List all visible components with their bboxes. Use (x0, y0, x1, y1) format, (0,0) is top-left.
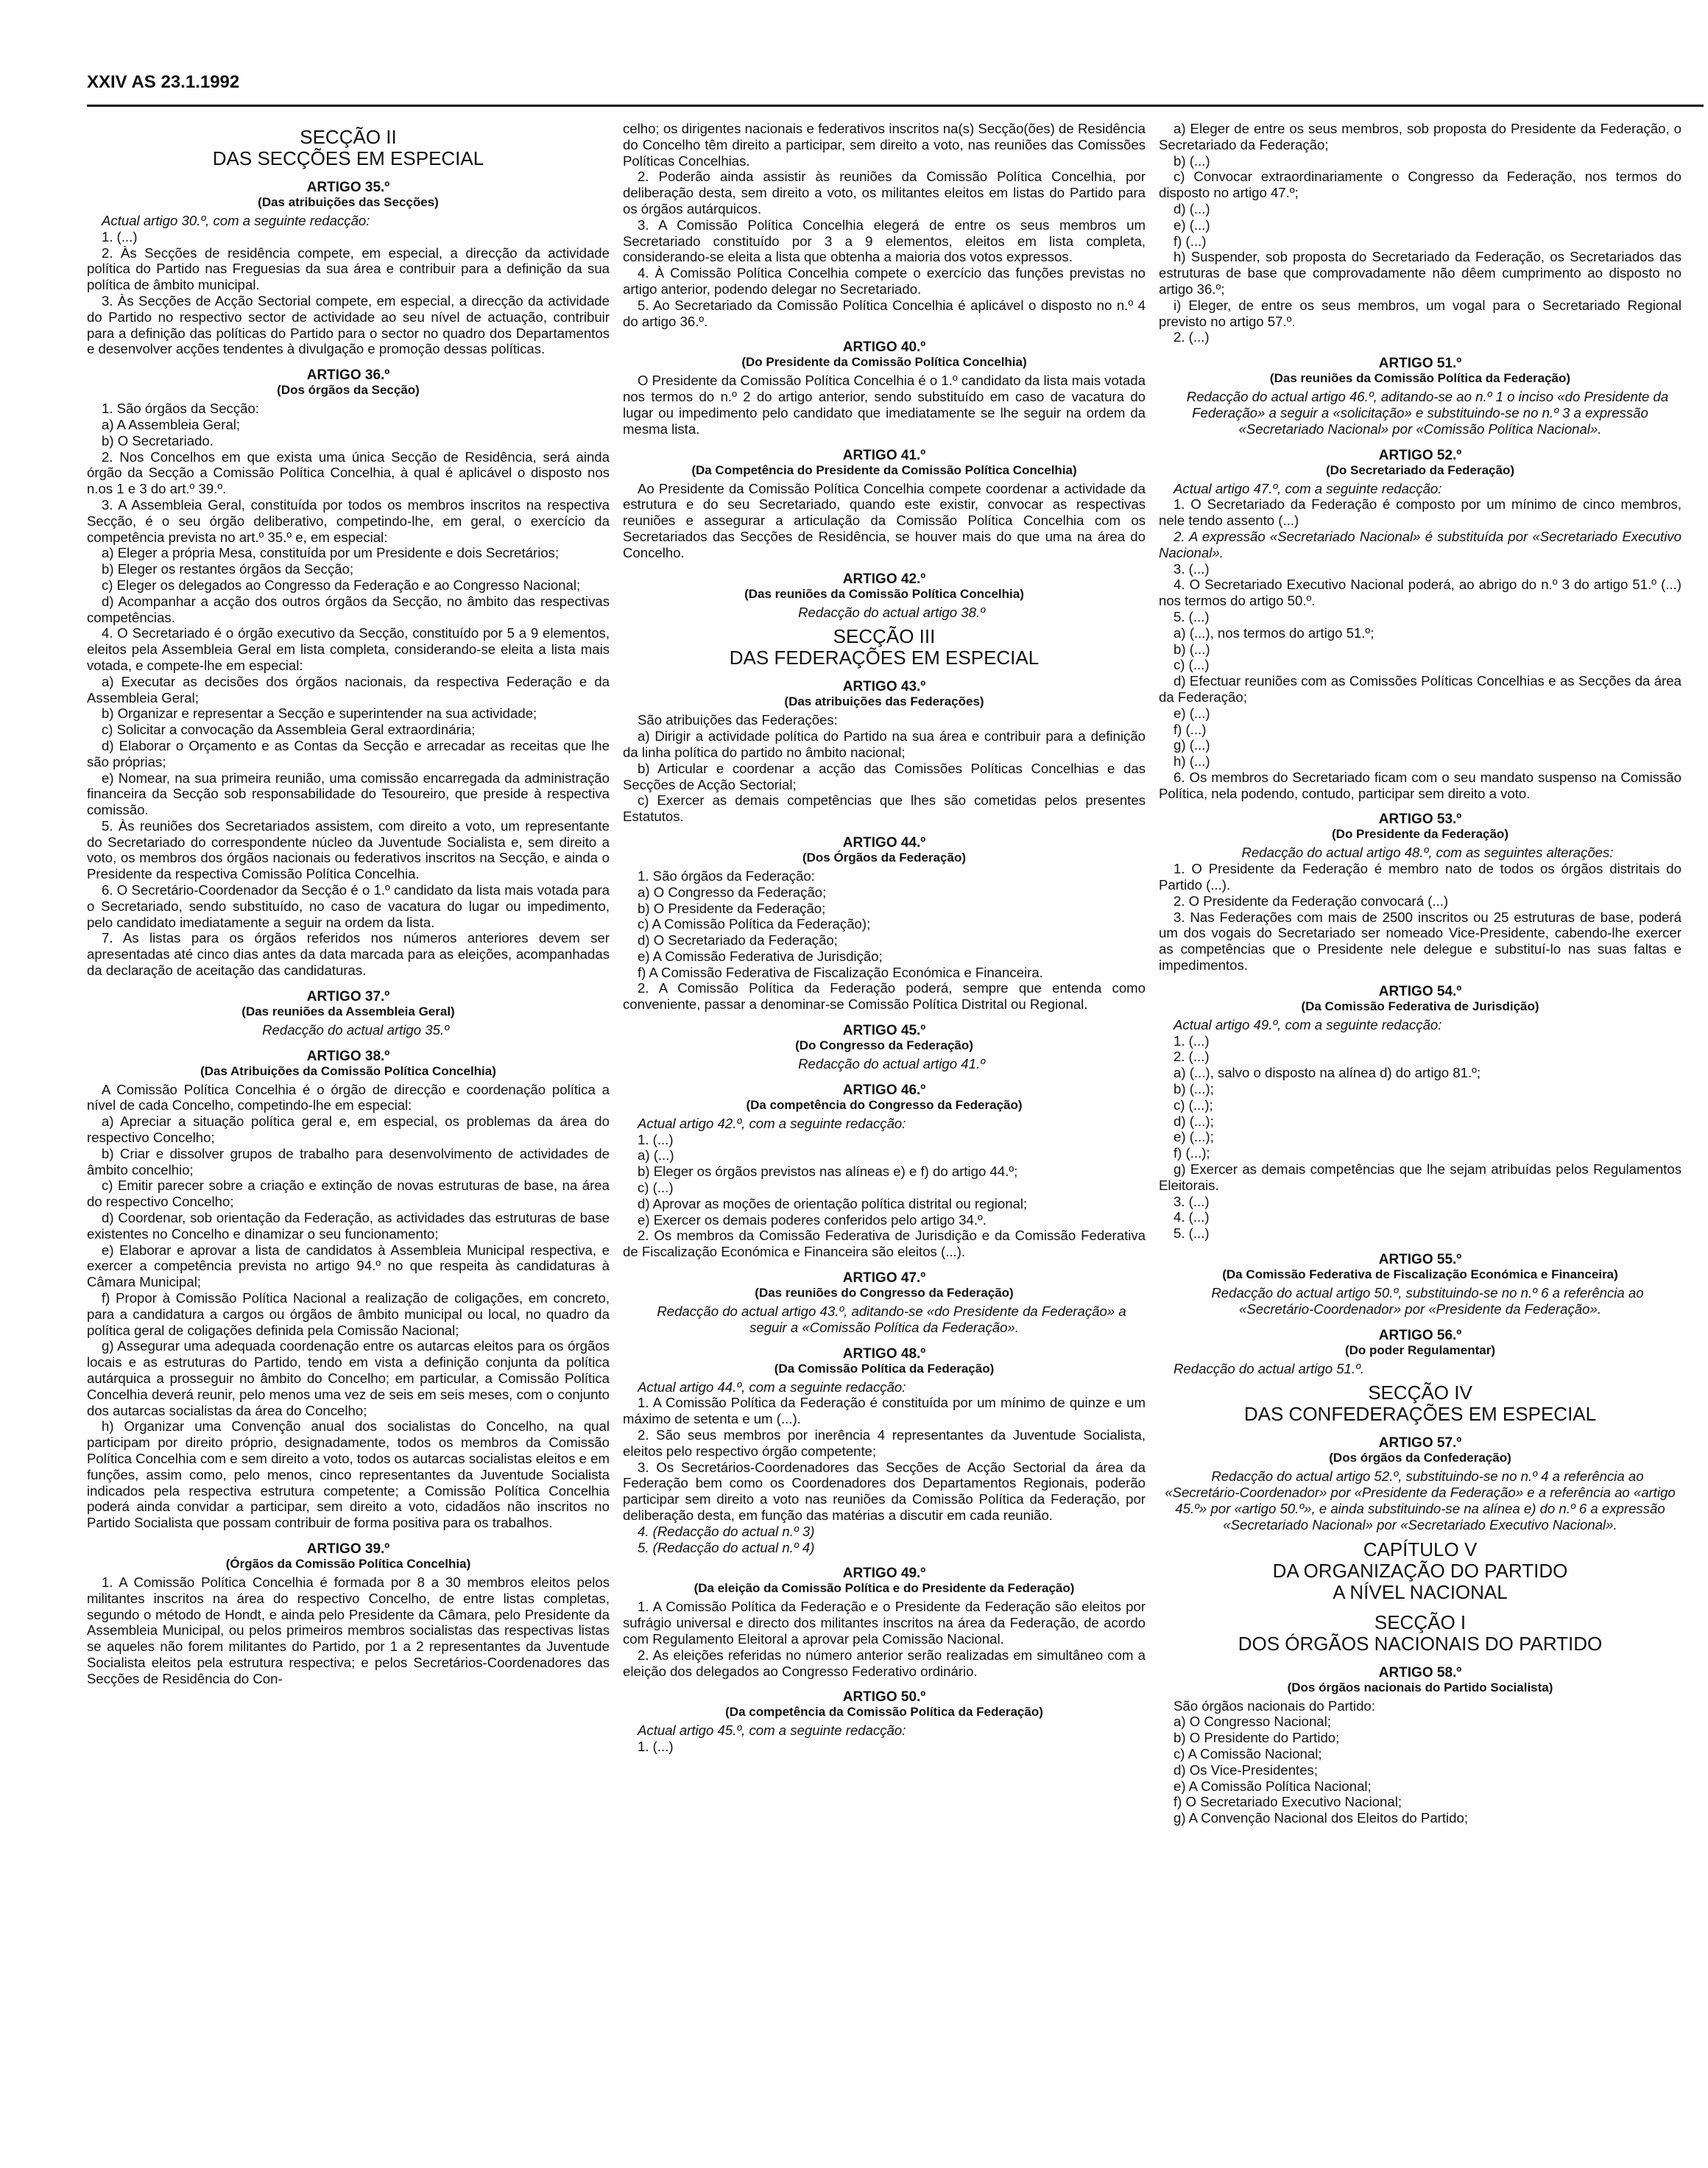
column-3 (1159, 121, 1681, 1826)
paragraph: São órgãos nacionais do Partido: (1174, 1697, 1375, 1714)
paragraph: e) A Comissão Federativa de Jurisdição; (638, 948, 883, 964)
article-heading: ARTIGO 35.º (306, 180, 390, 195)
paragraph: 1. A Comissão Política da Federação e o Presidente da Federação são eleitos por sufrágio universal e directo dos militantes inscritos na área da Federação, de acordo com Regulamento Eleitoral a aprovar pela Comissão Nacional. (623, 1599, 1146, 1647)
article-subtitle: (Das reuniões da Comissão Política da Federação) (1269, 371, 1571, 386)
paragraph: 3. Os Secretários-Coordenadores das Secções de Acção Sectorial da área da Federação bem como os Coordenadores dos Departamentos Regionais, poderão participar sem direito a voto nas reuniões da Comissão Política da Federação, por deliberação desta, em função das matérias a discutir em cada reunião. (623, 1459, 1146, 1524)
paragraph: f) A Comissão Federativa de Fiscalização Económica e Financeira. (638, 964, 1043, 980)
article-heading: ARTIGO 40.º (842, 339, 926, 356)
paragraph: c) A Comissão Política da Federação); (638, 916, 871, 932)
article-subtitle: (Do Congresso da Federação) (795, 1038, 973, 1053)
article-subtitle: (Das reuniões do Congresso da Federação) (755, 1286, 1014, 1301)
paragraph: 3. (...) (1174, 1193, 1210, 1209)
section-heading-line: DOS ÓRGÃOS NACIONAIS DO PARTIDO (1238, 1632, 1603, 1655)
article-subtitle: (Do Presidente da Federação) (1332, 827, 1508, 842)
paragraph: a) Eleger a própria Mesa, constituída por um Presidente e dois Secretários; (102, 545, 560, 561)
section-heading-line: CAPÍTULO V (1363, 1538, 1478, 1560)
paragraph: f) (...) (1174, 233, 1207, 249)
article-heading: ARTIGO 36.º (306, 367, 390, 384)
paragraph: e) (...) (1174, 705, 1210, 721)
paragraph: 5. Ao Secretariado da Comissão Política Concelhia é aplicável o disposto no n.º 4 do artigo 36.º. (623, 297, 1146, 329)
article-heading: ARTIGO 46.º (842, 1082, 926, 1098)
paragraph: 1. A Comissão Política da Federação é constituída por um mínimo de quinze e um máximo de setenta e um (...). (623, 1395, 1146, 1427)
paragraph: a) Executar as decisões dos órgãos nacionais, da respectiva Federação e da Assembleia Geral; (87, 673, 610, 705)
paragraph: d) Efectuar reuniões com as Comissões Políticas Concelhias e as Secções da área da Federação; (1159, 673, 1681, 705)
paragraph: d) (...) (1174, 200, 1210, 217)
article-subtitle: (Da Comissão Política da Federação) (774, 1361, 995, 1376)
article-heading: ARTIGO 45.º (842, 1023, 926, 1039)
paragraph: a) (...), salvo o disposto na alínea d) do artigo 81.º; (1174, 1065, 1481, 1081)
article-heading: ARTIGO 37.º (306, 988, 390, 1004)
article-subtitle: (Dos órgãos da Confederação) (1329, 1451, 1511, 1465)
paragraph: Ao Presidente da Comissão Política Concelhia compete coordenar a actividade da estrutura e do seu Secretariado, quando este existir, convocar as respectivas reuniões e assegurar a articulação da Comissão Política Concelhia com os Secretariados das Secções de Residência, se houver mais do que uma na área do Concelho. (623, 480, 1146, 560)
section-heading-line: A NÍVEL NACIONAL (1333, 1580, 1508, 1603)
paragraph: d) (...); (1174, 1113, 1214, 1129)
paragraph: d) Acompanhar a acção dos outros órgãos da Secção, no âmbito das respectivas competências. (87, 593, 610, 625)
paragraph: e) A Comissão Política Nacional; (1174, 1778, 1372, 1794)
article-subtitle: (Da Comissão Federativa de Fiscalização Económica e Financeira) (1222, 1267, 1618, 1282)
article-subtitle: (Do Secretariado da Federação) (1325, 462, 1515, 477)
article-heading: ARTIGO 50.º (842, 1689, 926, 1706)
paragraph: c) Emitir parecer sobre a criação e extinção de novas estruturas de base, na área do respectivo Concelho; (87, 1178, 610, 1210)
paragraph: a) Eleger de entre os seus membros, sob proposta do Presidente da Federação, o Secretariado da Federação; (1159, 121, 1681, 152)
section-heading (87, 127, 610, 169)
section-heading (623, 626, 1146, 669)
article-subtitle: (Da eleição da Comissão Política e do Presidente da Federação) (694, 1581, 1075, 1596)
paragraph: e) (...); (1174, 1129, 1214, 1145)
paragraph: 2. São seus membros por inerência 4 representantes da Juventude Socialista, eleitos pelo respectivo órgão competente; (623, 1427, 1146, 1459)
paragraph: c) Exercer as demais competências que lhes são cometidas pelos presentes Estatutos. (623, 792, 1146, 825)
italic-note: 4. (Redacção do actual n.º 3) (638, 1523, 815, 1539)
article-subtitle: (Das atribuições das Secções) (258, 195, 439, 209)
paragraph: g) (...) (1174, 737, 1210, 753)
article-heading: ARTIGO 47.º (842, 1270, 926, 1287)
paragraph: 1. (...) (1174, 1032, 1210, 1049)
paragraph: 4. O Secretariado Executivo Nacional poderá, ao abrigo do n.º 3 do artigo 51.º (...) nos termos do artigo 50.º. (1159, 577, 1681, 609)
article-subtitle: (Da competência da Comissão Política da Federação) (725, 1705, 1043, 1720)
paragraph: 7. As listas para os órgãos referidos nos números anteriores devem ser apresentadas até cinco dias antes da data marcada para as eleições, acompanhadas da declaração de aceitação das candidaturas. (87, 930, 610, 979)
paragraph: 2. O Presidente da Federação convocará (...) (1174, 893, 1449, 909)
article-heading: ARTIGO 41.º (842, 447, 926, 463)
column-2 (623, 121, 1146, 1755)
paragraph: 5. (...) (1174, 608, 1210, 624)
section-heading (1159, 1539, 1681, 1603)
paragraph: b) (...) (1174, 152, 1210, 169)
paragraph: 3. A Comissão Política Concelhia elegerá de entre os seus membros um Secretariado constituído por 3 a 9 elementos, eleitos em lista completa, considerando-se eleita a lista que obtenha a maioria dos votos expressos. (623, 217, 1146, 265)
article-subtitle: (Órgãos da Comissão Política Concelhia) (225, 1556, 471, 1571)
italic-note: Redacção do actual artigo 35.º (262, 1021, 449, 1038)
article-subtitle: (Das atribuições das Federações) (784, 694, 984, 709)
italic-note: 5. (Redacção do actual n.º 4) (638, 1539, 815, 1555)
paragraph: 1. (...) (102, 228, 138, 244)
italic-note: Actual artigo 47.º, com a seguinte redacção: (1174, 480, 1442, 496)
paragraph: a) (...) (638, 1147, 674, 1164)
paragraph: a) Apreciar a situação política geral e, em especial, os problemas da área do respectivo Concelho; (87, 1113, 610, 1146)
article-subtitle: (Da Competência do Presidente da Comissão Política Concelhia) (691, 462, 1077, 477)
article-subtitle: (Da competência do Congresso da Federação) (746, 1097, 1023, 1112)
section-heading-line: DAS FEDERAÇÕES EM ESPECIAL (729, 647, 1040, 669)
article-subtitle: (Do poder Regulamentar) (1344, 1342, 1496, 1357)
paragraph: f) (...); (1174, 1145, 1210, 1161)
section-heading-line: SECÇÃO I (1374, 1611, 1467, 1633)
paragraph: 2. A Comissão Política da Federação poderá, sempre que entenda como conveniente, passar a denominar-se Comissão Política Distrital ou Regional. (623, 980, 1146, 1013)
article-subtitle: (Do Presidente da Comissão Política Concelhia) (741, 355, 1027, 370)
italic-note: Redacção do actual artigo 51.º. (1174, 1360, 1365, 1376)
column-1 (87, 121, 610, 1687)
paragraph: c) Eleger os delegados ao Congresso da Federação e ao Congresso Nacional; (102, 577, 581, 593)
italic-note: Actual artigo 42.º, com a seguinte redacção: (638, 1115, 906, 1131)
article-heading: ARTIGO 39.º (306, 1541, 390, 1557)
article-heading: ARTIGO 55.º (1378, 1252, 1462, 1268)
paragraph: c) (...) (1174, 657, 1210, 673)
paragraph: 3. Nas Federações com mais de 2500 inscritos ou 25 estruturas de base, poderá um dos vogais do Secretariado ser nomeado Vice-Presidente, cabendo-lhe exercer as competências que o Presidente nele delegue e substituí-lo nas suas faltas e impedimentos. (1159, 909, 1681, 974)
paragraph: a) (...), nos termos do artigo 51.º; (1174, 624, 1374, 641)
paragraph: e) Nomear, na sua primeira reunião, uma comissão encarregada da administração financeira da Secção sob responsabilidade do Tesoureiro, que preside à respectiva comissão. (87, 770, 610, 818)
article-heading: ARTIGO 54.º (1378, 983, 1462, 999)
article-heading: ARTIGO 51.º (1378, 356, 1462, 372)
paragraph: 1. A Comissão Política Concelhia é formada por 8 a 30 membros eleitos pelos militantes inscritos na área do respectivo Concelho, de entre listas completas, segundo o método de Hondt, e ainda pelo Presidente da Câmara, pelo Presidente da Assembleia Municipal, ou pelos primeiros membros socialistas das respectivas listas se aqueles não forem militantes do Partido, por 1 a 2 representantes da Juventude Socialista eleitos pela estrutura respectiva; e pelos Secretários-Coordenadores das Secções de Residência do Con- (87, 1574, 610, 1686)
paragraph: 1. São órgãos da Federação: (638, 867, 815, 884)
paragraph: 1. São órgãos da Secção: (102, 401, 259, 417)
paragraph: d) Aprovar as moções de orientação política distrital ou regional; (638, 1195, 1028, 1211)
article-subtitle: (Dos órgãos nacionais do Partido Socialista) (1287, 1680, 1553, 1694)
paragraph: b) (...); (1174, 1081, 1214, 1097)
page-header: XXIV AS 23.1.1992 (87, 72, 240, 92)
header-rule (87, 105, 1704, 107)
paragraph: São atribuições das Federações: (638, 712, 838, 728)
italic-note: Redacção do actual artigo 50.º, substituindo-se no n.º 6 a referência ao «Secretário-Coordenador» por «Presidente da Federação». (1211, 1285, 1644, 1317)
paragraph: d) Coordenar, sob orientação da Federação, as actividades das estruturas de base existentes no Concelho e dinamizar o seu funcionamento; (87, 1210, 610, 1242)
paragraph: b) Eleger os restantes órgãos da Secção; (102, 561, 354, 577)
paragraph: f) Propor à Comissão Política Nacional a realização de coligações, em concreto, para a candidatura a cargos ou órgãos de âmbito municipal ou local, no quadro da política geral de coligações definida pela Comissão Nacional; (87, 1290, 610, 1338)
article-heading: ARTIGO 48.º (842, 1345, 926, 1362)
paragraph: a) O Congresso da Federação; (638, 884, 827, 900)
article-subtitle: (Dos Órgãos da Federação) (802, 850, 966, 865)
paragraph: 2. (...) (1174, 329, 1210, 345)
paragraph: h) Suspender, sob proposta do Secretariado da Federação, os Secretariados das estruturas de base que comprovadamente não dêem cumprimento ao disposto no artigo 36.º; (1159, 249, 1681, 297)
paragraph: 1. (...) (638, 1739, 674, 1755)
section-heading (1159, 1382, 1681, 1425)
section-heading-line: DAS CONFEDERAÇÕES EM ESPECIAL (1243, 1403, 1597, 1426)
article-heading: ARTIGO 42.º (842, 571, 926, 587)
paragraph: A Comissão Política Concelhia é o órgão de direcção e coordenação política a nível de cada Concelho, competindo-lhe em especial: (87, 1081, 610, 1113)
italic-note: Actual artigo 49.º, com a seguinte redacção: (1174, 1016, 1442, 1032)
italic-note: Redacção do actual artigo 52.º, substituindo-se no n.º 4 a referência ao «Secretário-Coordenador» por «Presidente da Federação» e a referência ao «artigo 45.º» por «artigo 50.º», e ainda substituindo-se na alínea e) do n.º 6 a expressão «Secretariado Nacional» por «Secretariado Executivo Nacional». (1165, 1468, 1676, 1532)
article-heading: ARTIGO 57.º (1378, 1435, 1462, 1451)
article-heading: ARTIGO 56.º (1378, 1327, 1462, 1343)
section-heading-line: SECÇÃO II (300, 126, 397, 148)
paragraph: 5. (...) (1174, 1225, 1210, 1242)
article-heading: ARTIGO 44.º (842, 834, 926, 851)
paragraph: h) Organizar uma Convenção anual dos socialistas do Concelho, na qual participam por direito próprio, designadamente, todos os membros da Comissão Política Concelhia com e sem direito a voto, todos os autarcas socialistas eleitos e em funções, assim como, pelo menos, cinco representantes da Juventude Socialista indicados pela respectiva estrutura competente; a Comissão Política Concelhia poderá ainda convidar a participar, sem direito a voto, cidadãos não inscritos no Partido Socialista que possam contribuir de forma positiva para os trabalhos. (87, 1418, 610, 1531)
paragraph: f) O Secretariado Executivo Nacional; (1174, 1794, 1402, 1810)
italic-note: Redacção do actual artigo 48.º, com as seguintes alterações: (1241, 845, 1614, 861)
paragraph: d) Elaborar o Orçamento e as Contas da Secção e arrecadar as receitas que lhe são próprias; (87, 737, 610, 770)
paragraph: b) O Secretariado. (102, 432, 214, 448)
paragraph: e) Elaborar e aprovar a lista de candidatos à Assembleia Municipal respectiva, e exercer a competência prevista no artigo 94.º no que respeita às candidaturas à Câmara Municipal; (87, 1242, 610, 1290)
paragraph: b) Criar e dissolver grupos de trabalho para desenvolvimento de actividades de âmbito concelhio; (87, 1145, 610, 1178)
paragraph: g) Exercer as demais competências que lhe sejam atribuídas pelos Regulamentos Eleitorais. (1159, 1161, 1681, 1193)
paragraph: b) (...) (1174, 641, 1210, 657)
paragraph: a) Dirigir a actividade política do Partido na sua área e contribuir para a definição da linha política do partido no âmbito nacional; (623, 728, 1146, 760)
section-heading-line: SECÇÃO IV (1368, 1382, 1472, 1404)
paragraph: c) Convocar extraordinariamente o Congresso da Federação, nos termos do disposto no artigo 47.º; (1159, 169, 1681, 201)
paragraph: b) Eleger os órgãos previstos nas alíneas e) e f) do artigo 44.º; (638, 1164, 1018, 1180)
paragraph: 2. Poderão ainda assistir às reuniões da Comissão Política Concelhia, por deliberação desta, sem direito a voto, os militantes eleitos em listas do Partido para os órgãos autárquicos. (623, 169, 1146, 217)
paragraph: d) Os Vice-Presidentes; (1174, 1762, 1319, 1778)
italic-note: Redacção do actual artigo 46.º, aditando-se ao n.º 1 o inciso «do Presidente da Federação» a seguir a «solicitação» e substituindo-se no n.º 3 a expressão «Secretariado Nacional» por «Comissão Política Nacional». (1186, 389, 1669, 437)
paragraph: 4. (...) (1174, 1209, 1210, 1225)
article-heading: ARTIGO 58.º (1378, 1664, 1462, 1680)
paragraph: b) Organizar e representar a Secção e superintender na sua actividade; (102, 705, 537, 722)
italic-note: Redacção do actual artigo 41.º (798, 1056, 985, 1072)
paragraph: 4. À Comissão Política Concelhia compete o exercício das funções previstas no artigo anterior, podendo delegar no Secretariado. (623, 265, 1146, 297)
section-heading-line: SECÇÃO III (833, 625, 936, 648)
paragraph: h) (...) (1174, 753, 1210, 770)
paragraph: 2. Às Secções de residência compete, em especial, a direcção da actividade política do Partido nas Freguesias da sua área e contribuir para a definição da sua política de âmbito municipal. (87, 244, 610, 293)
paragraph: c) Solicitar a convocação da Assembleia Geral extraordinária; (102, 722, 476, 738)
paragraph: g) Assegurar uma adequada coordenação entre os autarcas eleitos para os órgãos locais e as estruturas do Partido, tendo em vista a definição conjunta da política autárquica a prosseguir no âmbito do Concelho; em particular, a Comissão Política Concelhia deverá reunir, pelo menos uma vez de seis em seis meses, com o conjunto dos autarcas socialistas da área do Concelho; (87, 1338, 610, 1418)
paragraph: O Presidente da Comissão Política Concelhia é o 1.º candidato da lista mais votada nos termos do n.º 2 do artigo anterior, sendo substituído em caso de vacatura do lugar ou impedimento pelo candidato que imediatamente se lhe seguir na ordem da mesma lista. (623, 373, 1146, 437)
article-subtitle: (Das reuniões da Comissão Política Concelhia) (744, 586, 1024, 601)
article-heading: ARTIGO 43.º (842, 679, 926, 695)
paragraph: 3. Às Secções de Acção Sectorial compete, em especial, a direcção da actividade do Partido no respectivo sector de actividade ao seu nível de actuação, contribuir para a definição das políticas do Partido para o sector no quadro dos Departamentos e desenvolver acções tendentes à divulgação e promoção dessas políticas. (87, 292, 610, 357)
paragraph: 2. Os membros da Comissão Federativa de Jurisdição e da Comissão Federativa de Fiscalização Económica e Financeira são eleitos (...). (623, 1228, 1146, 1260)
paragraph: 3. (...) (1174, 560, 1210, 577)
paragraph: b) Articular e coordenar a acção das Comissões Políticas Concelhias e das Secções de Acção Sectorial; (623, 760, 1146, 792)
paragraph: f) (...) (1174, 721, 1207, 737)
section-heading (1159, 1612, 1681, 1655)
paragraph: 1. (...) (638, 1131, 674, 1147)
paragraph: e) (...) (1174, 217, 1210, 233)
italic-note: 2. A expressão «Secretariado Nacional» é substituída por «Secretariado Executivo Nacional». (1159, 528, 1681, 560)
paragraph: i) Eleger, de entre os seus membros, um vogal para o Secretariado Regional previsto no artigo 57.º. (1159, 297, 1681, 329)
paragraph: 2. Nos Concelhos em que exista uma única Secção de Residência, será ainda órgão da Secção a Comissão Política Concelhia, à qual é aplicável o disposto nos n.os 1 e 3 do art.º 39.º. (87, 448, 610, 497)
paragraph: 1. O Presidente da Federação é membro nato de todos os órgãos distritais do Partido (...). (1159, 861, 1681, 893)
paragraph: c) A Comissão Nacional; (1174, 1745, 1322, 1762)
paragraph: 2. As eleições referidas no número anterior serão realizadas em simultâneo com a eleição dos delegados ao Congresso Federativo ordinário. (623, 1647, 1146, 1679)
article-heading: ARTIGO 49.º (842, 1566, 926, 1582)
paragraph: 4. O Secretariado é o órgão executivo da Secção, constituído por 5 a 9 elementos, eleitos pela Assembleia Geral em lista completa, considerando-se eleita a lista mais votada, e compete-lhe em especial: (87, 625, 610, 673)
paragraph: g) A Convenção Nacional dos Eleitos do Partido; (1174, 1810, 1469, 1826)
paragraph: celho; os dirigentes nacionais e federativos inscritos na(s) Secção(ões) de Residência do Concelho têm direito a participar, sem direito a voto, nas reuniões das Comissões Políticas Concelhias. (623, 121, 1146, 169)
paragraph: 1. O Secretariado da Federação é composto por um mínimo de cinco membros, nele tendo assento (...) (1159, 496, 1681, 529)
section-heading-line: DAS SECÇÕES EM ESPECIAL (212, 147, 484, 169)
italic-note: Redacção do actual artigo 43.º, aditando-se «do Presidente da Federação» a seguir a «Comissão Política da Federação». (657, 1303, 1126, 1335)
article-subtitle: (Das reuniões da Assembleia Geral) (241, 1004, 455, 1018)
paragraph: b) O Presidente da Federação; (638, 900, 826, 916)
italic-note: Actual artigo 45.º, com a seguinte redacção: (638, 1722, 906, 1739)
paragraph: 3. A Assembleia Geral, constituída por todos os membros inscritos na respectiva Secção, é o seu órgão deliberativo, competindo-lhe, em geral, o exercício da competência prevista no art.º 35.º e, em especial: (87, 496, 610, 545)
article-heading: ARTIGO 53.º (1378, 812, 1462, 828)
paragraph: 6. Os membros do Secretariado ficam com o seu mandato suspenso na Comissão Política, nela podendo, contudo, participar sem direito a voto. (1159, 769, 1681, 801)
paragraph: e) Exercer os demais poderes conferidos pelo artigo 34.º. (638, 1211, 987, 1228)
italic-note: Actual artigo 44.º, com a seguinte redacção: (638, 1379, 906, 1395)
paragraph: 5. Às reuniões dos Secretariados assistem, com direito a voto, um representante do Secretariado do correspondente núcleo da Juventude Socialista e, sem direito a voto, os membros dos órgãos nacionais ou federativos inscritos na Secção, e ainda o Presidente da respectiva Comissão Política Concelhia. (87, 817, 610, 882)
article-heading: ARTIGO 38.º (306, 1048, 390, 1064)
article-subtitle: (Dos órgãos da Secção) (277, 383, 420, 398)
section-heading-line: DA ORGANIZAÇÃO DO PARTIDO (1272, 1559, 1568, 1582)
italic-note: Redacção do actual artigo 38.º (798, 604, 985, 620)
paragraph: 2. (...) (1174, 1049, 1210, 1065)
paragraph: c) (...); (1174, 1097, 1213, 1113)
article-subtitle: (Da Comissão Federativa de Jurisdição) (1301, 999, 1539, 1013)
italic-note: Actual artigo 30.º, com a seguinte redacção: (102, 213, 370, 228)
paragraph: d) O Secretariado da Federação; (638, 932, 838, 948)
article-heading: ARTIGO 52.º (1378, 447, 1462, 463)
paragraph: b) O Presidente do Partido; (1174, 1730, 1340, 1746)
paragraph: 6. O Secretário-Coordenador da Secção é o 1.º candidato da lista mais votada para o Secretariado, sendo substituído, no caso de vacatura do lugar ou impedimento, pelo candidato imediatamente a seguir na ordem da lista. (87, 882, 610, 930)
article-subtitle: (Das Atribuições da Comissão Política Concelhia) (200, 1063, 496, 1078)
paragraph: a) A Assembleia Geral; (102, 416, 241, 432)
paragraph: c) (...) (638, 1180, 674, 1196)
paragraph: a) O Congresso Nacional; (1174, 1714, 1331, 1730)
